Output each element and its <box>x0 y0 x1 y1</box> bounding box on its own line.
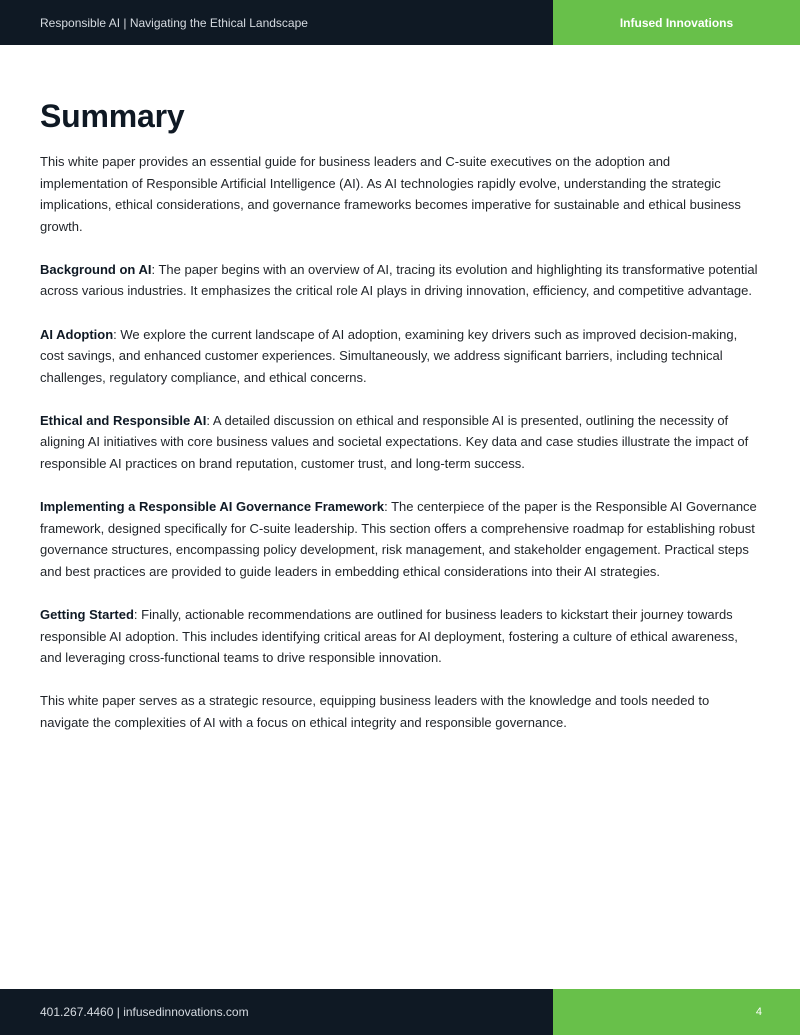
section-text: : Finally, actionable recommendations are outlined for business leaders to kickstart their journey towards responsible AI adoption. This includes identifying critical areas for AI deployment, fostering a culture of ethical awareness, and leveraging cross-functional teams to drive responsible innovation. <box>40 607 738 666</box>
document-title: Responsible AI | Navigating the Ethical Landscape <box>40 15 308 30</box>
header-brand-bar <box>553 0 800 45</box>
header-title-bar <box>0 0 553 45</box>
section-background <box>40 259 760 302</box>
section-label: Implementing a Responsible AI Governance Framework <box>40 499 385 515</box>
closing-paragraph: This white paper serves as a strategic resource, equipping business leaders with the knowledge and tools needed to navigate the complexities of AI with a focus on ethical integrity and responsible governance. <box>40 693 710 730</box>
section-text: : We explore the current landscape of AI adoption, examining key drivers such as improved decision-making, cost savings, and enhanced customer experiences. Simultaneously, we address significant barriers, including technical challenges, regulatory compliance, and ethical concerns. <box>40 326 738 385</box>
page-header <box>0 0 800 45</box>
section-label: AI Adoption <box>40 326 114 342</box>
page-number: 4 <box>755 1006 762 1018</box>
section-text: : The paper begins with an overview of AI, tracing its evolution and highlighting its transformative potential across various industries. It emphasizes the critical role AI plays in driving innovation, efficiency, and competitive advantage. <box>40 261 758 299</box>
page-footer <box>0 989 800 1035</box>
brand-name: Infused Innovations <box>619 15 734 30</box>
section-text: : A detailed discussion on ethical and responsible AI is presented, outlining the necessity of aligning AI initiatives with core business values and societal expectations. Key data and case studies illustrate the impact of responsible AI practices on brand reputation, customer trust, and long-term success. <box>40 412 749 472</box>
section-governance <box>40 496 760 582</box>
section-adoption <box>40 324 760 389</box>
section-ethical <box>40 410 760 475</box>
section-label: Background on AI <box>40 261 152 277</box>
section-text: : The centerpiece of the paper is the Responsible AI Governance framework, designed specifically for C-suite leadership. This section offers a comprehensive roadmap for establishing robust governance structures, encompassing policy development, risk management, and stakeholder engagement. Practical steps and best practices are provided to guide leaders in embedding ethical considerations into their AI strategies. <box>40 499 757 579</box>
section-label: Getting Started <box>40 607 134 622</box>
section-getting-started <box>40 604 760 669</box>
footer-contact-bar <box>0 989 553 1035</box>
page-title: Summary <box>40 98 185 134</box>
section-label: Ethical and Responsible AI <box>40 412 207 428</box>
main-content <box>40 98 760 755</box>
contact-info: 401.267.4460 | infusedinnovations.com <box>40 1005 249 1019</box>
footer-page-bar <box>553 989 800 1035</box>
intro-paragraph: This white paper provides an essential guide for business leaders and C-suite executives on the adoption and implementation of Responsible Artificial Intelligence (AI). As AI technologies rapidly evolve, understanding the strategic implications, ethical considerations, and governance frameworks becomes imperative for sustainable and ethical business growth. <box>40 154 741 234</box>
